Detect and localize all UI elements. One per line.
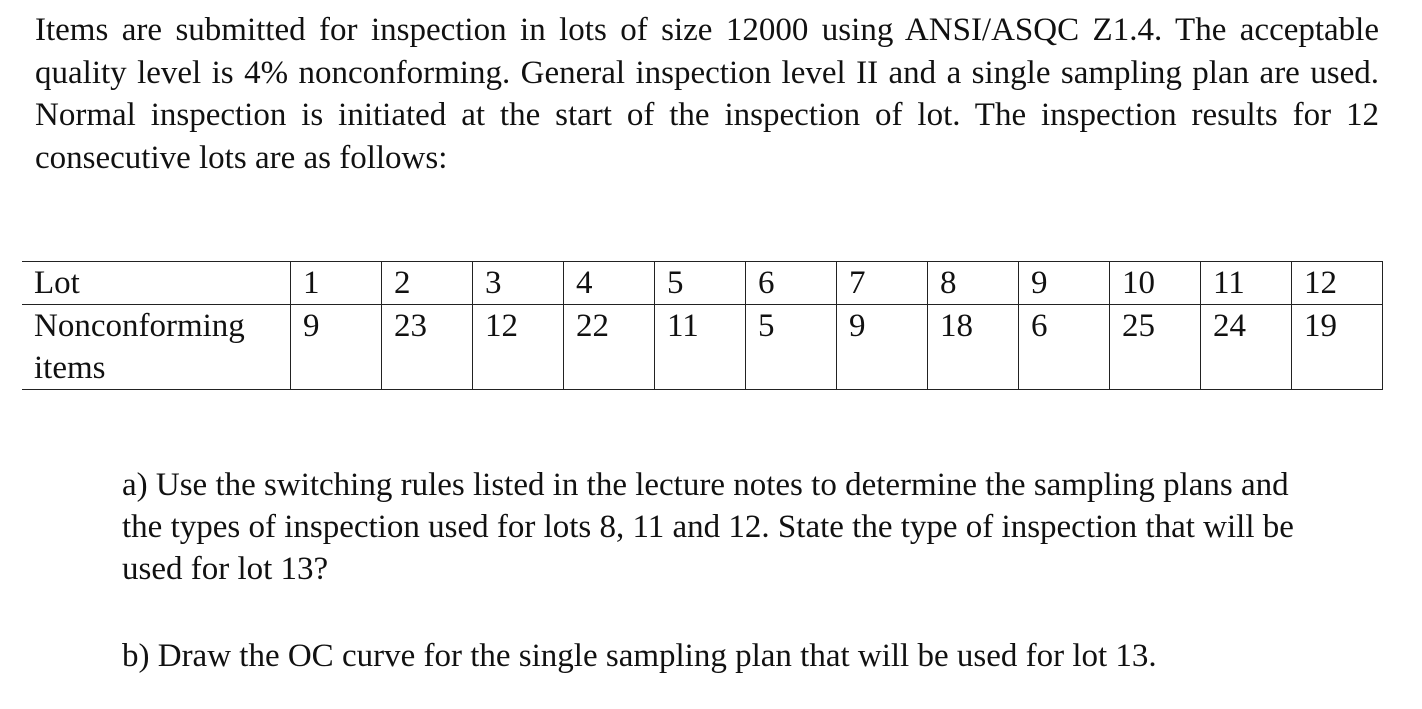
lot-number-cell: 9 xyxy=(1019,262,1110,305)
nonconforming-count-cell: 6 xyxy=(1019,305,1110,390)
lot-number-cell: 1 xyxy=(291,262,382,305)
nonconforming-count-cell: 18 xyxy=(928,305,1019,390)
lot-number-cell: 6 xyxy=(746,262,837,305)
question-a: a) Use the switching rules listed in the lecture notes to determine the sampling plans and the types of inspection used for lots 8, 11 and 12. State the type of inspection that will be used for lot 13? xyxy=(122,467,1294,587)
lot-number-cell: 3 xyxy=(473,262,564,305)
nonconforming-count-cell: 25 xyxy=(1110,305,1201,390)
lot-number-cell: 10 xyxy=(1110,262,1201,305)
nonconforming-row-header: Nonconforming items xyxy=(22,305,291,390)
lot-number-cell: 12 xyxy=(1292,262,1383,305)
nonconforming-count-cell: 24 xyxy=(1201,305,1292,390)
question-b: b) Draw the OC curve for the single sampling plan that will be used for lot 13. xyxy=(122,638,1157,674)
nonconforming-count-cell: 22 xyxy=(564,305,655,390)
nonconforming-count-cell: 12 xyxy=(473,305,564,390)
nonconforming-count-cell: 19 xyxy=(1292,305,1383,390)
nonconforming-row xyxy=(22,305,1383,390)
nonconforming-count-cell: 9 xyxy=(837,305,928,390)
nonconforming-count-cell: 9 xyxy=(291,305,382,390)
lot-number-cell: 2 xyxy=(382,262,473,305)
lot-number-cell: 4 xyxy=(564,262,655,305)
lot-row xyxy=(22,262,1383,305)
lot-number-cell: 11 xyxy=(1201,262,1292,305)
nonconforming-count-cell: 11 xyxy=(655,305,746,390)
lot-number-cell: 5 xyxy=(655,262,746,305)
inspection-results-table xyxy=(22,261,1383,390)
lot-row-header: Lot xyxy=(22,262,291,305)
lot-number-cell: 7 xyxy=(837,262,928,305)
problem-statement: Items are submitted for inspection in lots of size 12000 using ANSI/ASQC Z1.4. The acceptable quality level is 4% nonconforming. General inspection level II and a single sampling plan are used. Normal inspection is initiated at the start of the inspection of lot. The inspection results for 12 consecutive lots are as follows: xyxy=(35,12,1379,176)
nonconforming-count-cell: 23 xyxy=(382,305,473,390)
lot-number-cell: 8 xyxy=(928,262,1019,305)
nonconforming-count-cell: 5 xyxy=(746,305,837,390)
